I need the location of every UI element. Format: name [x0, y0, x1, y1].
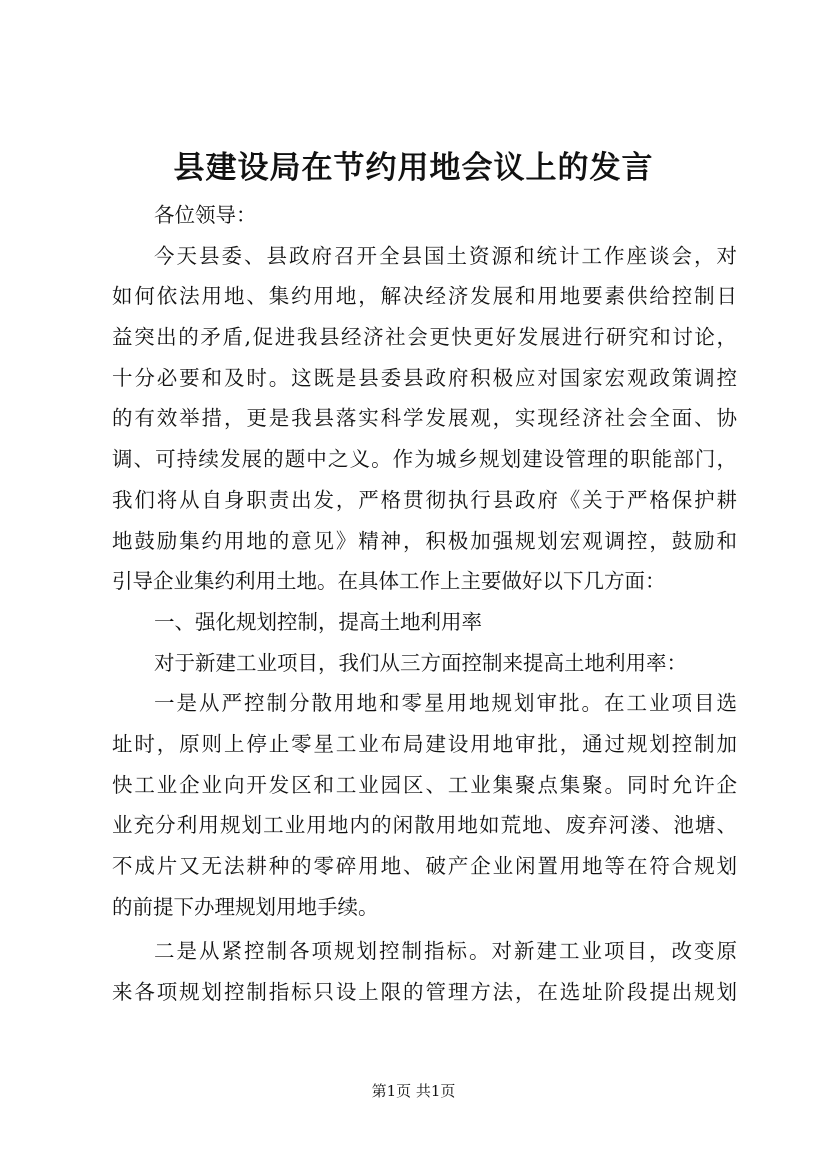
document-body [112, 195, 737, 1013]
paragraph-line: 二是从紧控制各项规划控制指标。对新建工业项目，改变原 [154, 939, 737, 964]
paragraph-line: 今天县委、县政府召开全县国土资源和统计工作座谈会，对 [154, 243, 737, 268]
paragraph-line: 快工业企业向开发区和工业园区、工业集聚点集聚。同时允许企 [112, 772, 737, 797]
salutation-line: 各位领导： [154, 203, 257, 227]
section-heading: 一、强化规划控制，提高土地利用率 [154, 609, 482, 634]
paragraph-line: 址时，原则上停止零星工业布局建设用地审批，通过规划控制加 [112, 731, 737, 756]
paragraph-line: 如何依法用地、集约用地，解决经济发展和用地要素供给控制日 [112, 284, 737, 309]
paragraph-line: 业充分利用规划工业用地内的闲散用地如荒地、废弃河溇、池塘、 [112, 813, 737, 838]
paragraph-line: 对于新建工业项目，我们从三方面控制来提高土地利用率： [154, 650, 687, 675]
paragraph-line: 益突出的矛盾,促进我县经济社会更快更好发展进行研究和讨论， [112, 325, 737, 350]
paragraph-line: 一是从严控制分散用地和零星用地规划审批。在工业项目选 [154, 691, 737, 716]
paragraph-line: 不成片又无法耕种的零碎用地、破产企业闲置用地等在符合规划 [112, 854, 737, 878]
paragraph-line: 地鼓励集约用地的意见》精神，积极加强规划宏观调控，鼓励和 [112, 528, 737, 553]
paragraph-line: 的有效举措，更是我县落实科学发展观，实现经济社会全面、协 [112, 406, 737, 431]
paragraph-line: 调、可持续发展的题中之义。作为城乡规划建设管理的职能部门， [112, 447, 737, 472]
paragraph-line: 的前提下办理规划用地手续。 [112, 894, 379, 919]
paragraph-line: 来各项规划控制指标只设上限的管理方法，在选址阶段提出规划 [112, 980, 737, 1005]
paragraph-line: 十分必要和及时。这既是县委县政府积极应对国家宏观政策调控 [112, 365, 737, 390]
document-title: 县建设局在节约用地会议上的发言 [173, 150, 654, 186]
paragraph-line: 我们将从自身职责出发，严格贯彻执行县政府《关于严格保护耕 [112, 487, 737, 512]
page-footer: 第1页 共1页 [371, 1082, 456, 1100]
paragraph-line: 引导企业集约利用土地。在具体工作上主要做好以下几方面： [112, 569, 666, 594]
